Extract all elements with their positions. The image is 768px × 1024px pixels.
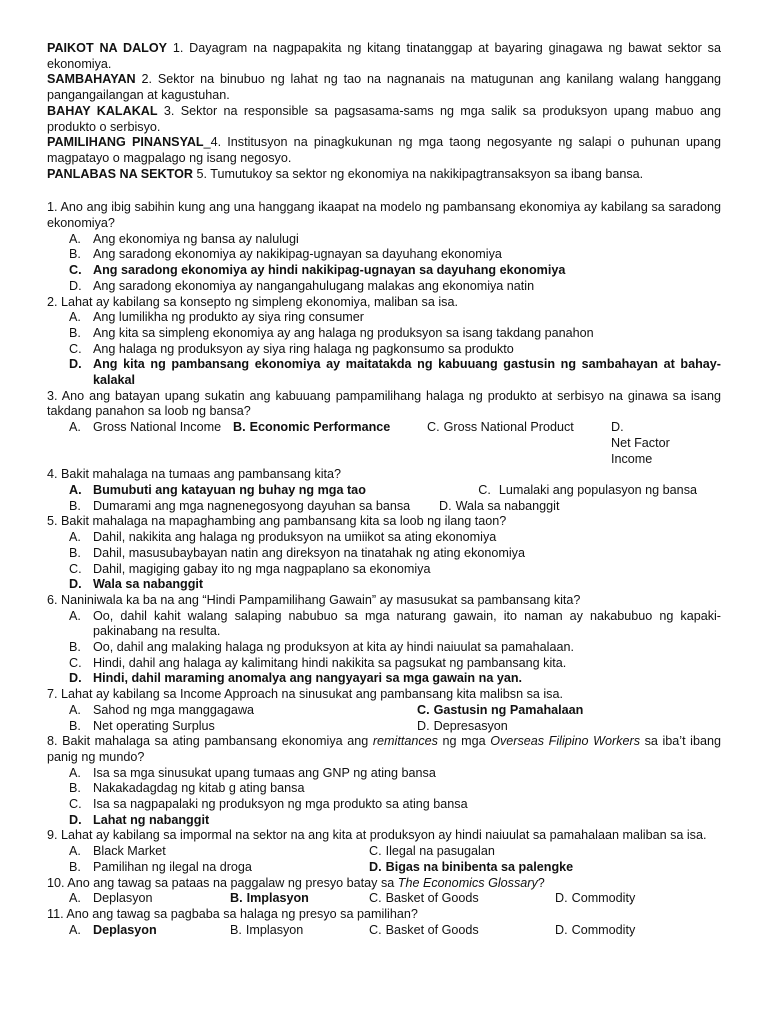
definition-text: 2. Sektor na binubuo ng lahat ng tao na nagnanais na matugunan ang kanilang walang hanggang pangangailangan at kagustuhan. — [47, 72, 721, 103]
choice-d-answer: D. Lahat ng nabanggit — [69, 812, 210, 827]
definition-term: SAMBAHAYAN — [47, 72, 136, 87]
definition-term: PANLABAS NA SEKTOR — [47, 166, 194, 181]
choice-b: B. Pamilihan ng ilegal na droga — [69, 859, 252, 874]
choice-row — [47, 483, 721, 499]
choice-a: A. Isa sa mga sinusukat upang tumaas ang GNP ng ating bansa — [69, 765, 436, 780]
choice-d-answer: D. Hindi, dahil maraming anomalya ang nangyayari sa mga gawain na yan. — [69, 671, 523, 686]
choice-a-answer: A. Bumubuti ang katayuan ng buhay ng mga tao — [69, 482, 366, 497]
definition-item — [47, 104, 721, 135]
choice-c: C. Dahil, magiging gabay ito ng mga nagpaplano sa ekonomiya — [69, 561, 431, 576]
question-6 — [47, 593, 721, 687]
choice-c: C. Basket of Goods — [369, 922, 479, 937]
choice-a: A. Black Market — [69, 844, 166, 859]
section-gap — [47, 182, 721, 200]
choice-row — [47, 844, 721, 860]
choice-d: D. Commodity — [555, 891, 636, 906]
question-7 — [47, 687, 721, 734]
choice-row — [47, 420, 721, 467]
choice-b-answer: B. Implasyon — [230, 891, 309, 906]
definition-text: 1. Dayagram na nagpapakita ng kitang tinatanggap at bayaring ginagawa ng bawat sektor sa ekonomiya. — [47, 41, 721, 71]
choice-row — [47, 719, 721, 735]
choice-d: D. Depresasyon — [417, 718, 508, 733]
question-text: 7. Lahat ay kabilang sa Income Approach na sinusukat ang pambansang kita malibsn sa isa. — [47, 687, 563, 702]
choice-c-answer: C. Ang saradong ekonomiya ay hindi nakikipag-ugnayan sa dayuhang ekonomiya — [69, 263, 566, 278]
definition-item — [47, 72, 721, 103]
choice-d-answer: D. Bigas na binibenta sa palengke — [369, 859, 574, 874]
question-11 — [47, 907, 721, 938]
question-text: 1. Ano ang ibig sabihin kung ang una hanggang ikaapat na modelo ng pambansang ekonomiya ay kabilang sa saradong ekonomiya? — [47, 200, 721, 231]
choice-row — [47, 703, 721, 719]
choice-d: D. Net Factor Income — [611, 420, 670, 466]
question-text: 6. Naniniwala ka ba na ang “Hindi Pampamilihang Gawain” ay masusukat sa pambansang kita? — [47, 592, 581, 607]
choice-b: B. Ang saradong ekonomiya ay nakikipag-ugnayan sa dayuhang ekonomiya — [69, 247, 502, 262]
choice-b: B. Ang kita sa simpleng ekonomiya ay ang halaga ng produksyon sa isang takdang panahon — [69, 325, 594, 340]
definition-item — [47, 167, 721, 183]
definition-term: BAHAY KALAKAL — [47, 103, 158, 118]
choice-a: A. Dahil, nakikita ang halaga ng produksyon na umiikot sa ating ekonomiya — [69, 530, 497, 545]
choice-c: C. Gross National Product — [427, 420, 574, 435]
choice-a: A. Sahod ng mga manggagawa — [69, 702, 255, 717]
choice-d-answer: D. Wala sa nabanggit — [69, 577, 204, 592]
question-text: 3. Ano ang batayan upang sukatin ang kabuuang pampamilihang halaga ng produkto at serbisyo na ginawa sa isang takdang panahon sa loob ng bansa? — [47, 388, 721, 419]
question-10 — [47, 876, 721, 907]
question-text: 11. Ano ang tawag sa pagbaba sa halaga ng presyo sa pamilihan? — [47, 906, 418, 921]
choice-b: B. Net operating Surplus — [69, 718, 215, 733]
choice-b: B. Dahil, masusubaybayan natin ang direksyon na tinatahak ng ating ekonomiya — [69, 545, 525, 560]
question-text: 9. Lahat ay kabilang sa impormal na sektor na ang kita at produksyon ay hindi naiuulat sa pamahalaan maliban sa isa. — [47, 828, 707, 843]
choice-a: A. Gross National Income — [69, 420, 222, 435]
question-text: 10. Ano ang tawag sa pataas na paggalaw ng presyo batay sa The Economics Glossary? — [47, 875, 545, 890]
question-text: 2. Lahat ay kabilang sa konsepto ng simpleng ekonomiya, maliban sa isa. — [47, 294, 458, 309]
choice-d-answer: D. Ang kita ng pambansang ekonomiya ay maitatakda ng kabuuang gastusin ng sambahayan at bahay-kalakal — [69, 357, 721, 388]
question-4 — [47, 467, 721, 514]
choice-c: C. Ilegal na pasugalan — [369, 844, 495, 859]
question-3 — [47, 389, 721, 468]
choice-row — [47, 499, 721, 515]
question-1 — [47, 200, 721, 294]
choice-b: B. Implasyon — [230, 922, 304, 937]
choice-b: B. Oo, dahil ang malaking halaga ng produksyon at kita ay hindi naiuulat sa pamahalaan. — [69, 640, 574, 655]
definition-term: PAIKOT NA DALOY — [47, 41, 168, 55]
question-text: 8. Bakit mahalaga sa ating pambansang ekonomiya ang remittances ng mga Overseas Filipino Workers sa iba’t ibang panig ng mundo? — [47, 734, 721, 764]
question-text: 4. Bakit mahalaga na tumaas ang pambansang kita? — [47, 467, 342, 482]
question-8 — [47, 734, 721, 828]
choice-b-answer: B. Economic Performance — [233, 420, 391, 435]
choice-row — [47, 860, 721, 876]
question-text: 5. Bakit mahalaga na mapaghambing ang pambansang kita sa loob ng ilang taon? — [47, 514, 507, 529]
definition-text: 5. Tumutukoy sa sektor ng ekonomiya na nakikipagtransaksyon sa ibang bansa. — [193, 166, 644, 181]
definition-item — [47, 41, 721, 72]
choice-d: D. Wala sa nabanggit — [439, 498, 560, 513]
question-9 — [47, 828, 721, 875]
question-2 — [47, 295, 721, 389]
choice-row — [47, 923, 721, 939]
choice-c: C. Basket of Goods — [369, 891, 479, 906]
choice-c: C. Ang halaga ng produksyon ay siya ring halaga ng pagkonsumo sa produkto — [69, 341, 514, 356]
choice-b: B. Dumarami ang mga nagnenegosyong dayuhan sa bansa — [69, 498, 411, 513]
choice-a-answer: A. Deplasyon — [69, 922, 157, 937]
choice-c: C. Isa sa nagpapalaki ng produksyon ng mga produkto sa ating bansa — [69, 797, 468, 812]
choice-c-answer: C. Gastusin ng Pamahalaan — [417, 702, 584, 717]
choice-a: A. Ang lumilikha ng produkto ay siya ring consumer — [69, 310, 364, 325]
choice-a: A. Deplasyon — [69, 891, 153, 906]
definition-text: _4. Institusyon na pinagkukunan ng mga taong negosyante ng salapi o puhunan upang magpatayo o magpalago ng isang negosyo. — [47, 135, 722, 165]
choice-d: D. Commodity — [555, 922, 636, 937]
choice-c: C. Hindi, dahil ang halaga ay kalimitang hindi nakikita sa pagsukat ng pambansang kita. — [69, 655, 567, 670]
definition-text: 3. Sektor na responsible sa pagsasama-sams ng mga salik sa produksyon upang mabuo ang produkto o serbisyo. — [47, 103, 721, 134]
choice-a: A. Oo, dahil kahit walang salaping nabubuo sa mga naturang gawain, ito naman ay nakabubuo ng kapaki-pakinabang na resulta. — [69, 608, 721, 639]
definition-item — [47, 135, 721, 166]
choice-a: A. Ang ekonomiya ng bansa ay nalulugi — [69, 231, 299, 246]
choice-d: D. Ang saradong ekonomiya ay nangangahulugang malakas ang ekonomiya natin — [69, 278, 535, 293]
definition-term: PAMILIHANG PINANSYAL — [47, 135, 204, 150]
choice-b: B. Nakakadagdag ng kitab g ating bansa — [69, 781, 305, 796]
definitions-section — [47, 41, 721, 182]
choice-row — [47, 891, 721, 907]
question-5 — [47, 514, 721, 593]
choice-c: C. Lumalaki ang populasyon ng bansa — [478, 482, 697, 497]
